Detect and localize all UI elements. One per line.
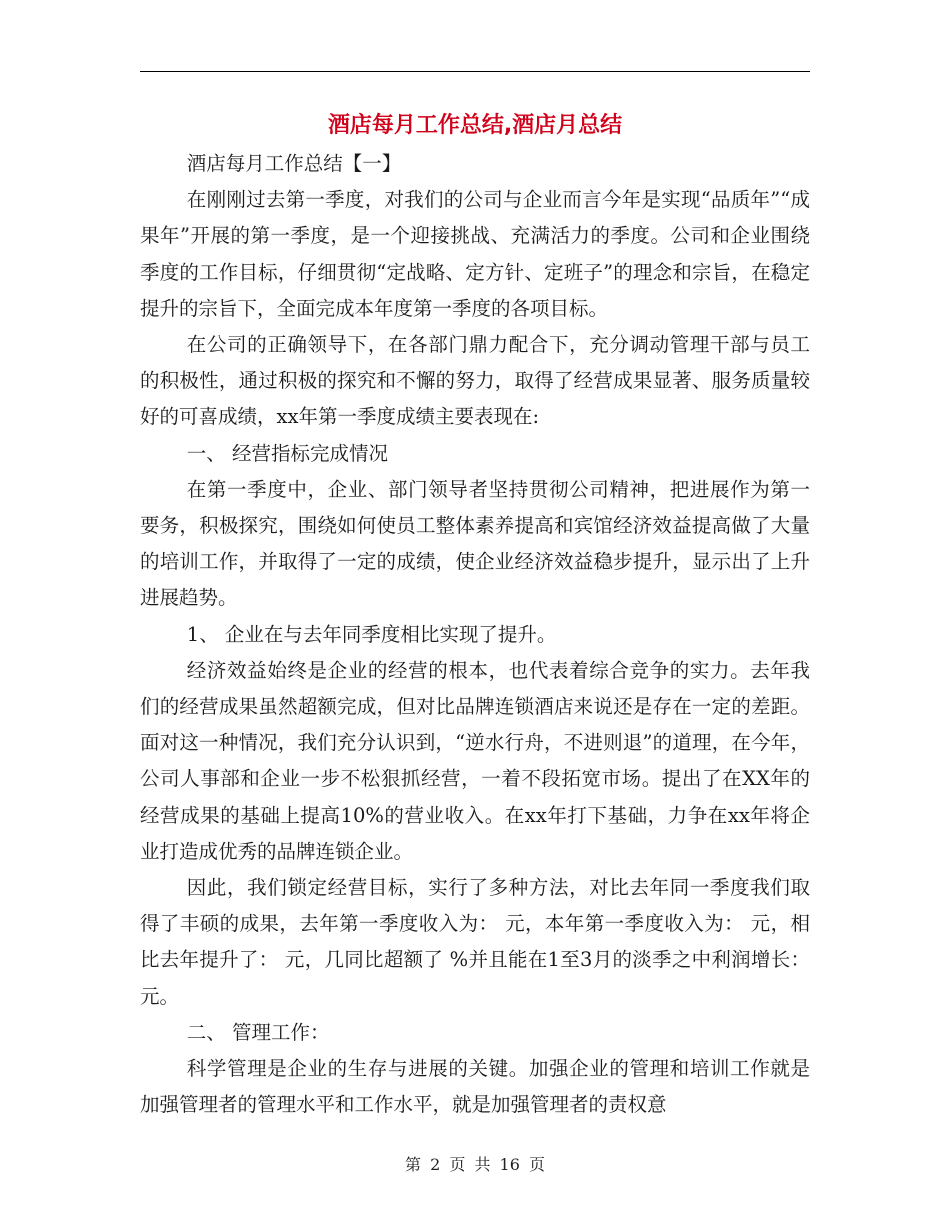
subheading: 一、 经营指标完成情况	[186, 441, 388, 465]
header-rule	[140, 71, 810, 72]
paragraph: 因此，我们锁定经营目标，实行了多种方法，对比去年同一季度我们取得了丰硕的成果，去年第一季度收入为： 元，本年第一季度收入为： 元，相比去年提升了： 元，几同比超额了 %并且能在1至3月的淡季之中利润增长： 元。	[140, 876, 810, 1008]
document-body	[140, 146, 810, 1123]
paragraph: 在公司的正确领导下，在各部门鼎力配合下，充分调动管理干部与员工的积极性，通过积极的探究和不懈的努力，取得了经营成果显著、服务质量较好的可喜成绩，xx年第一季度成绩主要表现在:	[140, 333, 810, 429]
paragraph: 科学管理是企业的生存与进展的关键。加强企业的管理和培训工作就是加强管理者的管理水平和工作水平，就是加强管理者的责权意	[140, 1057, 810, 1117]
paragraph: 经济效益始终是企业的经营的根本，也代表着综合竞争的实力。去年我们的经营成果虽然超额完成，但对比品牌连锁酒店来说还是存在一定的差距。面对这一种情况，我们充分认识到，“逆水行舟，不进则退”的道理，在今年，公司人事部和企业一步不松狠抓经营，一着不段拓宽市场。提出了在XX年的经营成果的基础上提高10%的营业收入。在xx年打下基础，力争在xx年将企业打造成优秀的品牌连锁企业。	[140, 658, 810, 863]
paragraph: 在刚刚过去第一季度，对我们的公司与企业而言今年是实现“品质年”“成果年”开展的第一季度，是一个迎接挑战、充满活力的季度。公司和企业围绕季度的工作目标，仔细贯彻“定战略、定方针、定班子”的理念和宗旨，在稳定提升的宗旨下，全面完成本年度第一季度的各项目标。	[140, 188, 810, 320]
subheading: 1、 企业在与去年同季度相比实现了提升。	[186, 622, 557, 646]
document-title: 酒店每月工作总结,酒店月总结	[327, 113, 623, 138]
section-heading: 酒店每月工作总结【一】	[186, 152, 402, 175]
paragraph: 在第一季度中，企业、部门领导者坚持贯彻公司精神，把进展作为第一要务，积极探究，围绕如何使员工整体素养提高和宾馆经济效益提高做了大量的培训工作，并取得了一定的成绩，使企业经济效益稳步提升，显示出了上升进展趋势。	[140, 477, 810, 610]
page-number-footer: 第 2 页 共 16 页	[405, 1155, 545, 1174]
subheading: 二、 管理工作：	[186, 1020, 330, 1044]
